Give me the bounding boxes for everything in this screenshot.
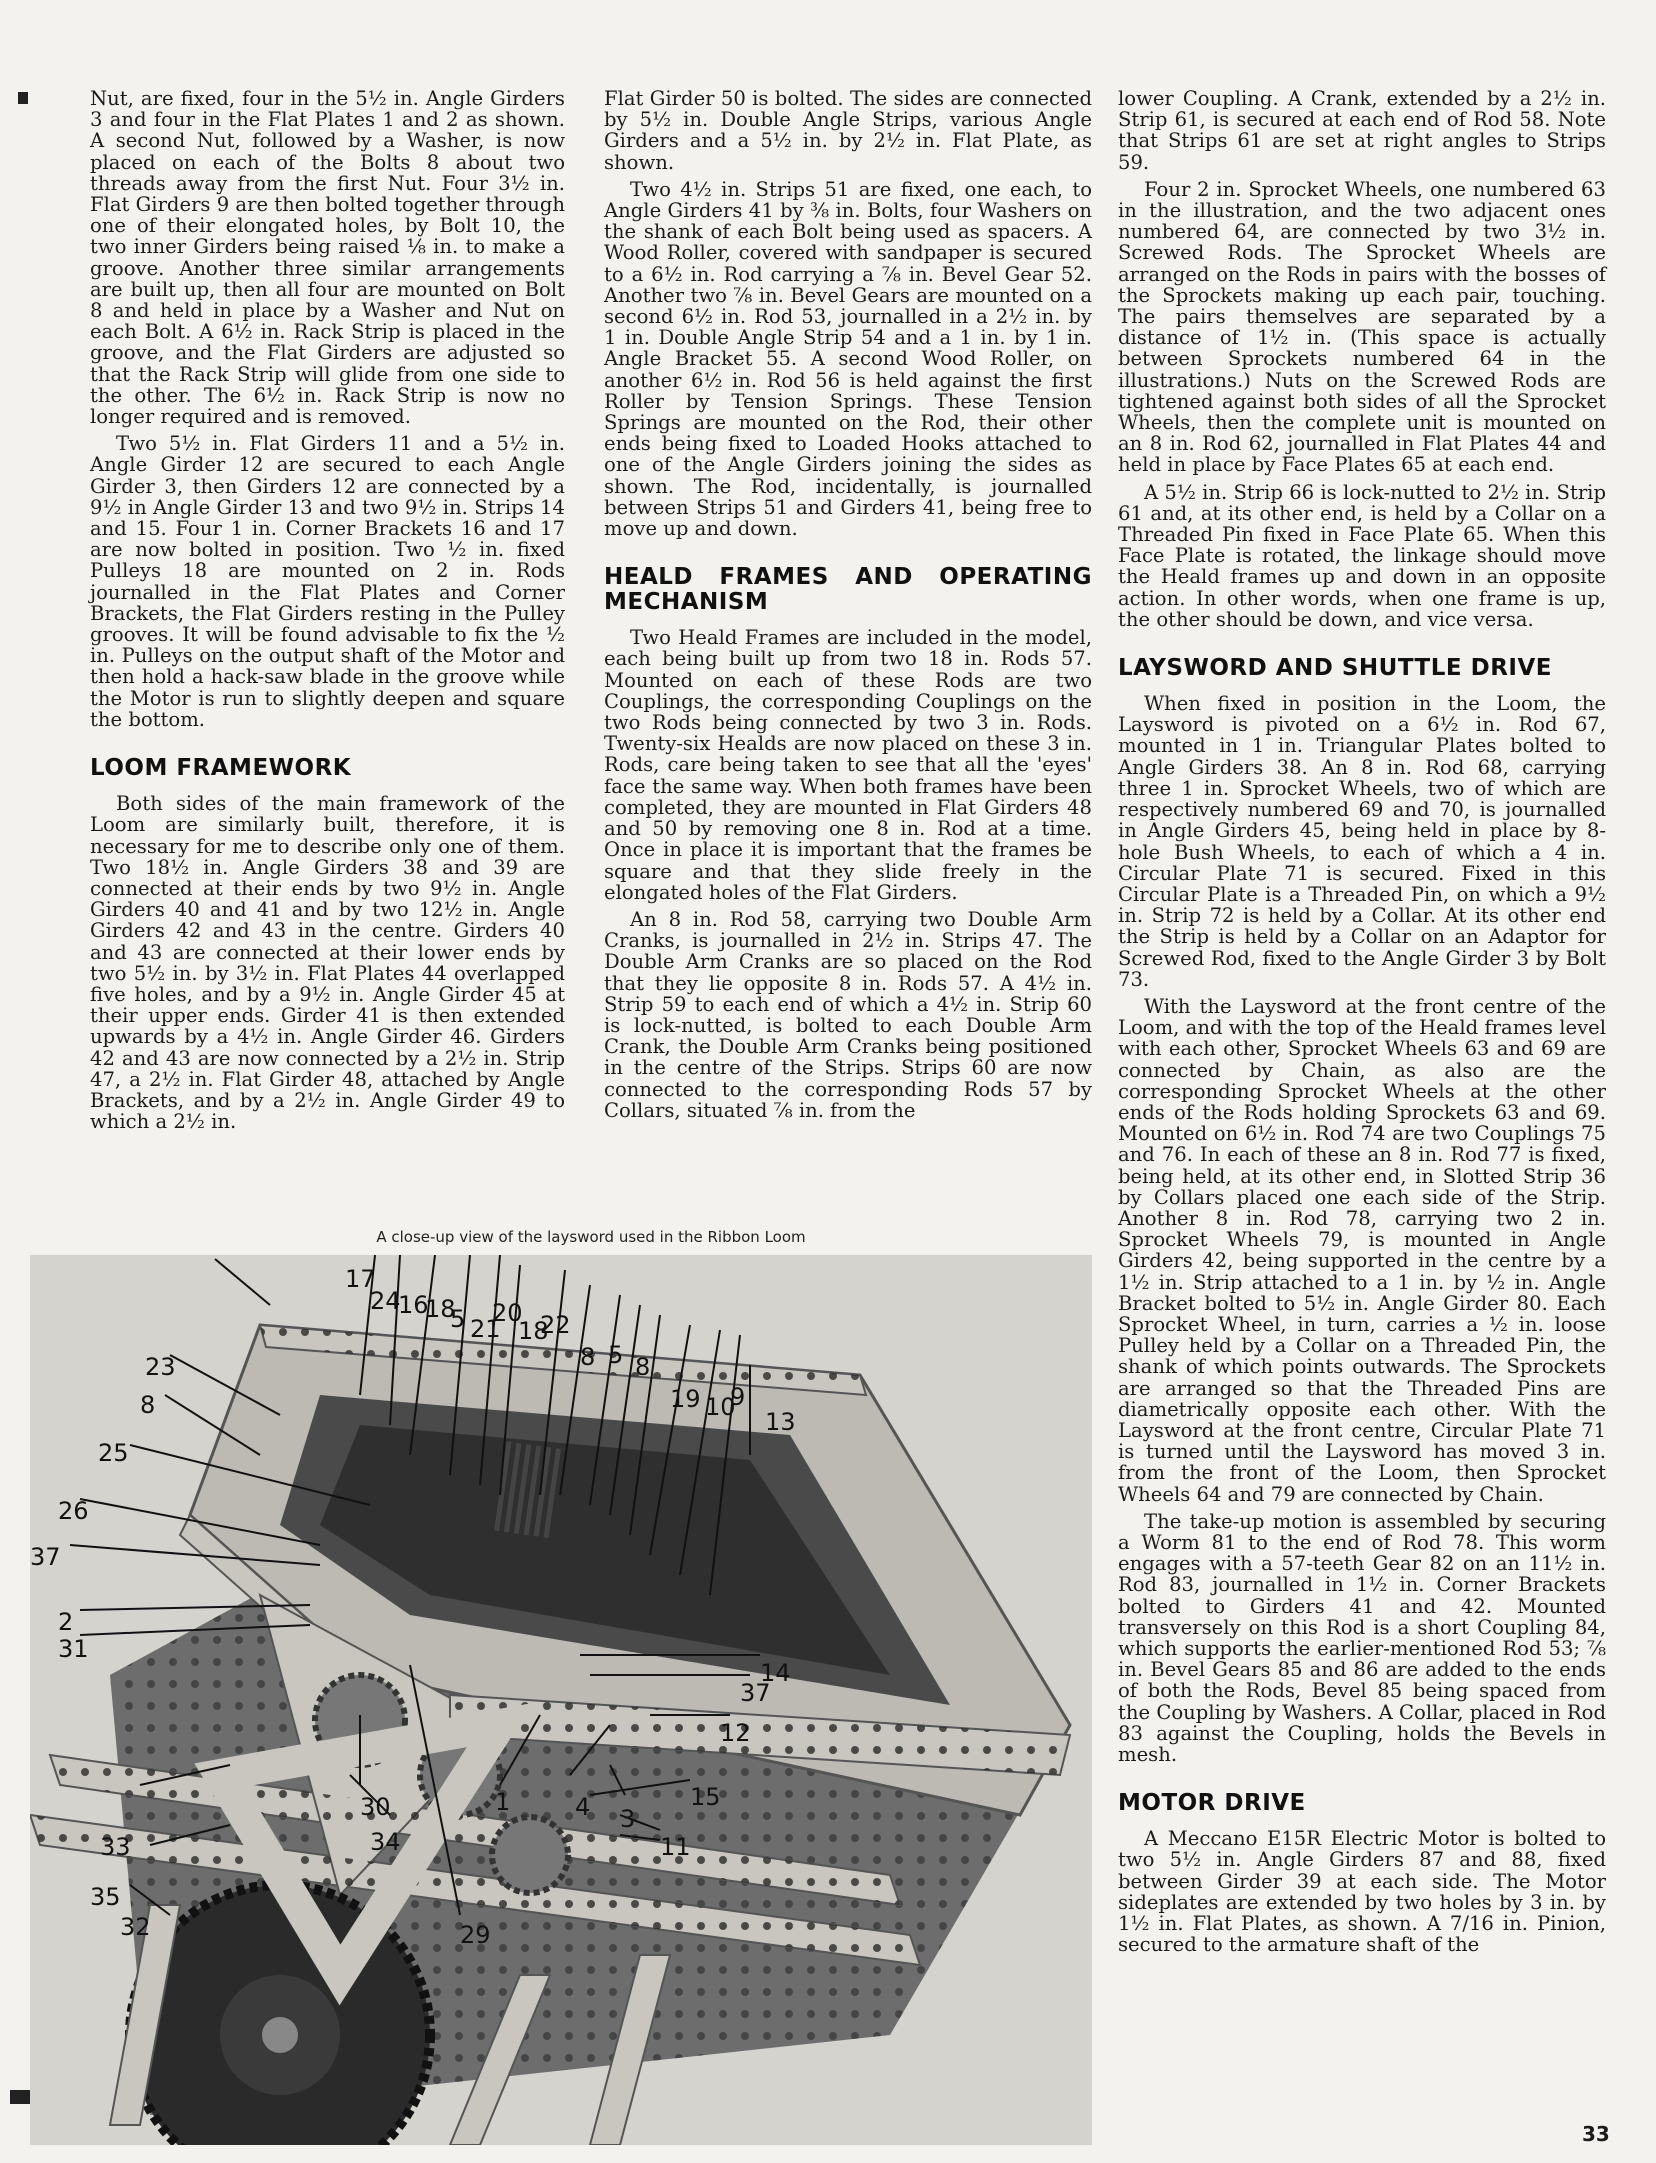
callout-37: 37: [30, 1543, 61, 1571]
callout-4: 4: [575, 1793, 591, 1821]
paragraph: An 8 in. Rod 58, carrying two Double Arm Cranks, is journalled in 2½ in. Strips 47. The Double Arm Cranks are so placed on the Rod that they lie opposite 8 in. Rods 57. A 4½ in. Strip 59 to each end of which a 4½ in. Strip 60 is lock-nutted, is bolted to each Double Arm Crank, the Double Arm Cranks being positioned in the centre of the Strips. Strips 60 are now connected to the corresponding Rods 57 by Collars, situated ⅞ in. from the: [604, 907, 1092, 1122]
callout-18: 18: [425, 1295, 456, 1323]
paragraph: A 5½ in. Strip 66 is lock-nutted to 2½ in. Strip 61 and, at its other end, is held by a Collar on a Threaded Pin fixed in Face Plate 65. When this Face Plate is rotated, the linkage should move the Heald frames up and down in an opposite action. In other words, when one frame is up, the other should be down, and vice versa.: [1118, 480, 1606, 631]
callout-1: 1: [495, 1788, 511, 1816]
paragraph: Both sides of the main framework of the Loom are similarly built, therefore, it is necessary for me to describe only one of them. Two 18½ in. Angle Girders 38 and 39 are connected at their ends by two 9½ in. Angle Girders 40 and 41 and by two 12½ in. Angle Girders 42 and 43 in the centre. Girders 40 and 43 are connected at their lower ends by two 5½ in. by 3½ in. Flat Plates 44 overlapped five holes, and by a 9½ in. Angle Girder 45 at their upper ends. Girder 41 is then extended upwards by a 4½ in. Angle Girder 46. Girders 42 and 43 are now connected by a 2½ in. Strip 47, a 2½ in. Flat Girder 48, attached by Angle Brackets, and by a 2½ in. Angle Girder 49 to which a 2½ in.: [90, 792, 565, 1134]
paragraph: lower Coupling. A Crank, extended by a 2½ in. Strip 61, is secured at each end of Rod 58. Note that Strips 61 are set at right angles to Strips 59.: [1118, 87, 1606, 174]
callout-26: 26: [58, 1497, 89, 1525]
callout-8: 8: [140, 1391, 156, 1419]
callout-10: 10: [705, 1393, 736, 1421]
callout-23: 23: [145, 1353, 176, 1381]
callout-2: 2: [58, 1608, 74, 1636]
callout-9: 9: [730, 1383, 746, 1411]
callout-24: 24: [370, 1287, 401, 1315]
mechanism-illustration: [30, 1255, 1092, 2145]
callout-25: 25: [98, 1439, 129, 1467]
margin-mark: [18, 92, 28, 104]
text-column-3: [1118, 88, 1606, 1961]
paragraph: With the Laysword at the front centre of the Loom, and with the top of the Heald frames level with each other, Sprocket Wheels 63 and 69 are connected by Chain, as also are the corresponding Sprocket Wheels at the other ends of the Rods holding Sprockets 63 and 69. Mounted on 6½ in. Rod 74 are two Couplings 75 and 76. In each of these an 8 in. Rod 77 is fixed, being held, at its other end, in Slotted Strip 36 by Collars placed one each side of the Strip. Another 8 in. Rod 78, carrying two 2 in. Sprocket Wheels 79, is mounted in Angle Girders 42, being supported in the centre by a 1½ in. Strip attached to a 1 in. by ½ in. Angle Bracket bolted to 5½ in. Angle Girder 80. Each Sprocket Wheel, in turn, carries a ½ in. loose Pulley held by a Collar on a Threaded Pin, the shank of which points outwards. The Sprockets are arranged so that the Threaded Pins are diametrically opposite each other. With the Laysword at the front centre, Circular Plate 71 is turned until the Laysword has moved 3 in. from the front of the Loom, then Sprocket Wheels 64 and 79 are connected by Chain.: [1118, 994, 1606, 1506]
callout-17: 17: [345, 1265, 376, 1293]
paragraph: Two Heald Frames are included in the model, each being built up from two 18 in. Rods 57. Mounted on each of these Rods are two Couplings, the corresponding Couplings on the two Rods being connected by two 3 in. Rods. Twenty-six Healds are now placed on these 3 in. Rods, care being taken to see that all the 'eyes' face the same way. When both frames have been completed, they are mounted in Flat Girders 48 and 50 by removing one 8 in. Rod at a time. Once in place it is important that the frames be square and that they slide freely in the elongated holes of the Flat Girders.: [604, 626, 1092, 904]
text-column-1: [90, 88, 565, 1138]
paragraph: Four 2 in. Sprocket Wheels, one numbered 63 in the illustration, and the two adjacent ones numbered 64, are connected by two 3½ in. Screwed Rods. The Sprocket Wheels are arranged on the Rods in pairs with the bosses of the Sprockets making up each pair, touching. The pairs themselves are separated by a distance of 1½ in. (This space is actually between Sprockets numbered 64 in the illustrations.) Nuts on the Screwed Rods are tightened against both sides of all the Sprocket Wheels, then the complete unit is mounted on an 8 in. Rod 62, journalled in Flat Plates 44 and held in place by Face Plates 65 at each end.: [1118, 177, 1606, 477]
callout-32: 32: [120, 1913, 151, 1941]
callout-14: 14: [760, 1659, 791, 1687]
callout-8: 8: [635, 1353, 651, 1381]
callout-18: 18: [518, 1317, 549, 1345]
section-heading: LAYSWORD AND SHUTTLE DRIVE: [1118, 655, 1552, 682]
figure-caption: A close-up view of the laysword used in the Ribbon Loom: [376, 1228, 806, 1246]
callout-30: 30: [360, 1793, 391, 1821]
paragraph: When fixed in position in the Loom, the Laysword is pivoted on a 6½ in. Rod 67, mounted in 1 in. Triangular Plates bolted to Angle Girders 38. An 8 in. Rod 68, carrying three 1 in. Sprocket Wheels, two of which are respectively numbered 69 and 70, is journalled in Angle Girders 45, being held in place by 8-hole Bush Wheels, to each of which a 4 in. Circular Plate 71 is secured. Fixed in this Circular Plate is a Threaded Pin, on which a 9½ in. Strip 72 is held by a Collar. At its other end the Strip is held by a Collar on an Adaptor for Screwed Rod, fixed to the Angle Girder 3 by Bolt 73.: [1118, 692, 1606, 991]
section-heading: HEALD FRAMES AND OPERATING MECHANISM: [604, 564, 1092, 616]
callout-37: 37: [740, 1679, 771, 1707]
callout-20: 20: [492, 1299, 523, 1327]
callout-13: 13: [765, 1408, 796, 1436]
paragraph: Two 5½ in. Flat Girders 11 and a 5½ in. Angle Girder 12 are secured to each Angle Girder 3, then Girders 12 are connected by a 9½ in Angle Girder 13 and two 9½ in. Strips 14 and 15. Four 1 in. Corner Brackets 16 and 17 are now bolted in position. Two ½ in. fixed Pulleys 18 are mounted on 2 in. Rods journalled in the Flat Plates and Corner Brackets, the Flat Girders resting in the Pulley grooves. It will be found advisable to fix the ½ in. Pulleys on the output shaft of the Motor and then hold a hack-saw blade in the groove while the Motor is run to slightly deepen and square the bottom.: [90, 432, 565, 731]
callout-16: 16: [398, 1291, 429, 1319]
callout-29: 29: [460, 1921, 491, 1949]
laysword-photo: [30, 1255, 1092, 2145]
callout-33: 33: [100, 1833, 131, 1861]
page-number: 33: [1582, 2122, 1610, 2146]
paragraph: The take-up motion is assembled by securing a Worm 81 to the end of Rod 78. This worm engages with a 57-teeth Gear 82 on an 11½ in. Rod 83, journalled in 1½ in. Corner Brackets bolted to Girders 41 and 42. Mounted transversely on this Rod is a short Coupling 84, which supports the earlier-mentioned Rod 53; ⅞ in. Bevel Gears 85 and 86 are added to the ends of both the Rods, Bevel 85 being spaced from the Coupling by Washers. A Collar, placed in Rod 83 against the Coupling, holds the Bevels in mesh.: [1118, 1509, 1606, 1767]
paragraph: A Meccano E15R Electric Motor is bolted to two 5½ in. Angle Girders 87 and 88, fixed between Girder 39 at each side. The Motor sideplates are extended by two holes by 3 in. by 1½ in. Flat Plates, as shown. A 7/16 in. Pinion, secured to the armature shaft of the: [1118, 1827, 1606, 1957]
callout-19: 19: [670, 1385, 701, 1413]
section-heading: LOOM FRAMEWORK: [90, 755, 352, 782]
section-heading: MOTOR DRIVE: [1118, 1790, 1306, 1817]
callout-22: 22: [540, 1311, 571, 1339]
callout-35: 35: [90, 1883, 121, 1911]
callout-11: 11: [660, 1833, 691, 1861]
callout-21: 21: [470, 1315, 501, 1343]
paragraph: Nut, are fixed, four in the 5½ in. Angle Girders 3 and four in the Flat Plates 1 and 2 as shown. A second Nut, followed by a Washer, is now placed on each of the Bolts 8 about two threads away from the first Nut. Four 3½ in. Flat Girders 9 are then bolted together through one of their elongated holes, by Bolt 10, the two inner Girders being raised ⅛ in. to make a groove. Another three similar arrangements are built up, then all four are mounted on Bolt 8 and held in place by a Washer and Nut on each Bolt. A 6½ in. Rack Strip is placed in the groove, and the Flat Girders are adjusted so that the Rack Strip will glide from one side to the other. The 6½ in. Rack Strip is now no longer required and is removed.: [90, 87, 565, 429]
callout-8: 8: [580, 1343, 596, 1371]
callout-34: 34: [370, 1828, 401, 1856]
callout-3: 3: [620, 1805, 636, 1833]
paragraph: Flat Girder 50 is bolted. The sides are connected by 5½ in. Double Angle Strips, various Angle Girders and a 5½ in. by 2½ in. Flat Plate, as shown.: [604, 87, 1092, 174]
callout-15: 15: [690, 1783, 721, 1811]
callout-5: 5: [608, 1341, 624, 1369]
paragraph: Two 4½ in. Strips 51 are fixed, one each, to Angle Girders 41 by ⅜ in. Bolts, four Washers on the shank of each Bolt being used as spacers. A Wood Roller, covered with sandpaper is secured to a 6½ in. Rod carrying a ⅞ in. Bevel Gear 52. Another two ⅞ in. Bevel Gears are mounted on a second 6½ in. Rod 53, journalled in a 2½ in. by 1 in. Double Angle Strip 54 and a 1 in. by 1 in. Angle Bracket 55. A second Wood Roller, on another 6½ in. Rod 56 is held against the first Roller by Tension Springs. These Tension Springs are mounted on the Rod, their other ends being fixed to Loaded Hooks attached to one of the Angle Girders joining the sides as shown. The Rod, incidentally, is journalled between Strips 51 and Girders 41, being free to move up and down.: [604, 177, 1092, 541]
callout-5: 5: [450, 1305, 466, 1333]
callout-31: 31: [58, 1635, 89, 1663]
text-column-2: [604, 88, 1092, 1127]
callout-12: 12: [720, 1719, 751, 1747]
margin-mark: [10, 2090, 30, 2104]
